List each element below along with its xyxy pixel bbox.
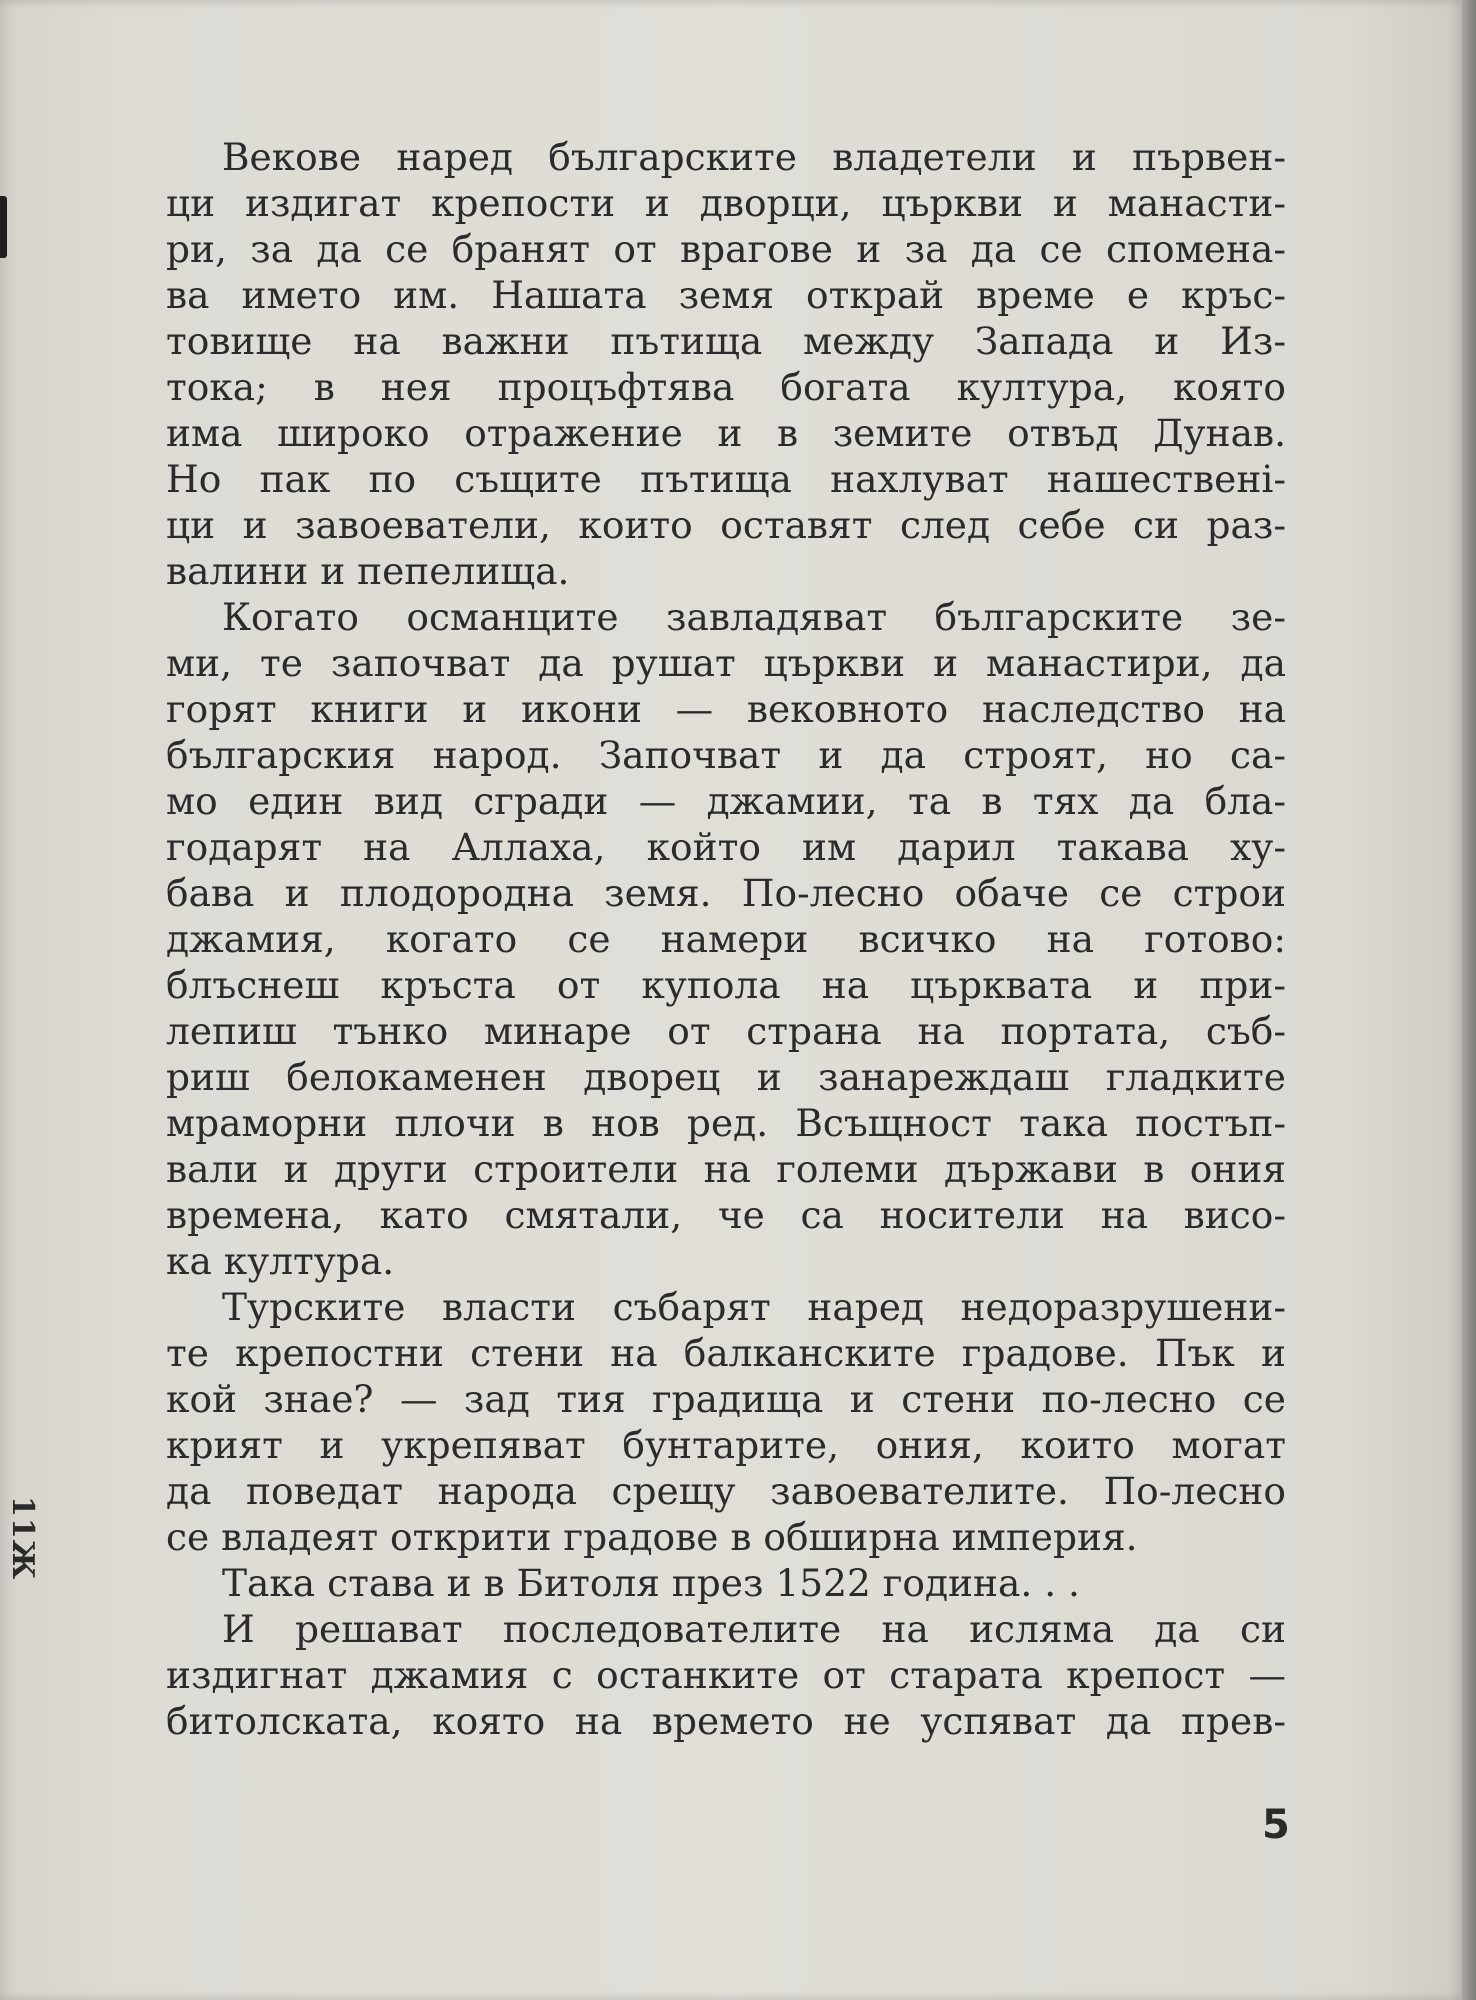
text-line: да поведат народа срещу завоевателите. По-лесно <box>166 1469 1286 1513</box>
text-line: риш белокаменен дворец и занареждаш гладките <box>166 1055 1286 1099</box>
text-line: ци и завоеватели, които оставят след себе си раз- <box>166 503 1286 547</box>
text-line: вали и други строители на големи държави в ония <box>166 1147 1286 1191</box>
body-text <box>166 134 1286 1744</box>
paragraph-2 <box>166 594 1286 1284</box>
text-line: горят книги и икони — вековното наследство на <box>166 687 1286 731</box>
text-line: бава и плодородна земя. По-лесно обаче се строи <box>166 871 1286 915</box>
text-line: валини и пепелища. <box>166 549 570 593</box>
binding-mark <box>0 196 7 258</box>
text-line: ка култура. <box>166 1239 395 1283</box>
paragraph-3 <box>166 1284 1286 1560</box>
text-line: Когато османците завладяват българските зе- <box>222 595 1286 639</box>
text-line: блъснеш кръста от купола на църквата и при- <box>166 963 1286 1007</box>
text-line: Турските власти събарят наред недоразрушени- <box>222 1285 1286 1329</box>
text-line: крият и укрепяват бунтарите, ония, които могат <box>166 1423 1286 1467</box>
text-line: българския народ. Започват и да строят, но са- <box>166 733 1286 777</box>
text-line: мо един вид сгради — джамии, та в тях да бла- <box>166 779 1286 823</box>
text-line: ри, за да се бранят от врагове и за да се спомена- <box>166 227 1286 271</box>
text-line: Но пак по същите пътища нахлуват нашественi- <box>166 457 1286 501</box>
text-line: те крепостни стени на балканските градове. Пък и <box>166 1331 1286 1375</box>
paragraph-4 <box>166 1560 1286 1606</box>
text-line: мраморни плочи в нов ред. Всъщност така постъп- <box>166 1101 1286 1145</box>
paragraph-1 <box>166 134 1286 594</box>
page-edge-shadow <box>1462 0 1476 2000</box>
text-line: джамия, когато се намери всичко на готово: <box>166 917 1286 961</box>
text-line: ми, те започват да рушат църкви и манастири, да <box>166 641 1286 685</box>
text-line: тока; в нея процъфтява богата култура, която <box>166 365 1286 409</box>
text-line: Така става и в Битоля през 1522 година. . . <box>222 1561 1080 1605</box>
text-line: времена, като смятали, че са носители на висо- <box>166 1193 1286 1237</box>
text-line: товище на важни пътища между Запада и Из- <box>166 319 1286 363</box>
paragraph-5 <box>166 1606 1286 1744</box>
text-line: издигнат джамия с останките от старата крепост — <box>166 1653 1286 1697</box>
text-line: годарят на Аллаха, който им дарил такава ху- <box>166 825 1286 869</box>
text-line: кой знае? — зад тия градища и стени по-лесно се <box>166 1377 1286 1421</box>
text-line: Векове наред българските владетели и първен- <box>222 135 1286 179</box>
page-number: 5 <box>1262 1802 1290 1848</box>
text-line: има широко отражение и в земите отвъд Дунав. <box>166 411 1286 455</box>
text-line: ва името им. Нашата земя открай време е кръс- <box>166 273 1286 317</box>
printer-side-code: 11Ж <box>5 1496 40 1581</box>
text-line: И решават последователите на исляма да си <box>222 1607 1286 1651</box>
text-line: лепиш тънко минаре от страна на портата, съб- <box>166 1009 1286 1053</box>
text-line: битолската, която на времето не успяват да прев- <box>166 1699 1286 1743</box>
text-line: ци издигат крепости и дворци, църкви и манасти- <box>166 181 1286 225</box>
text-line: се владеят открити градове в обширна империя. <box>166 1515 1138 1559</box>
